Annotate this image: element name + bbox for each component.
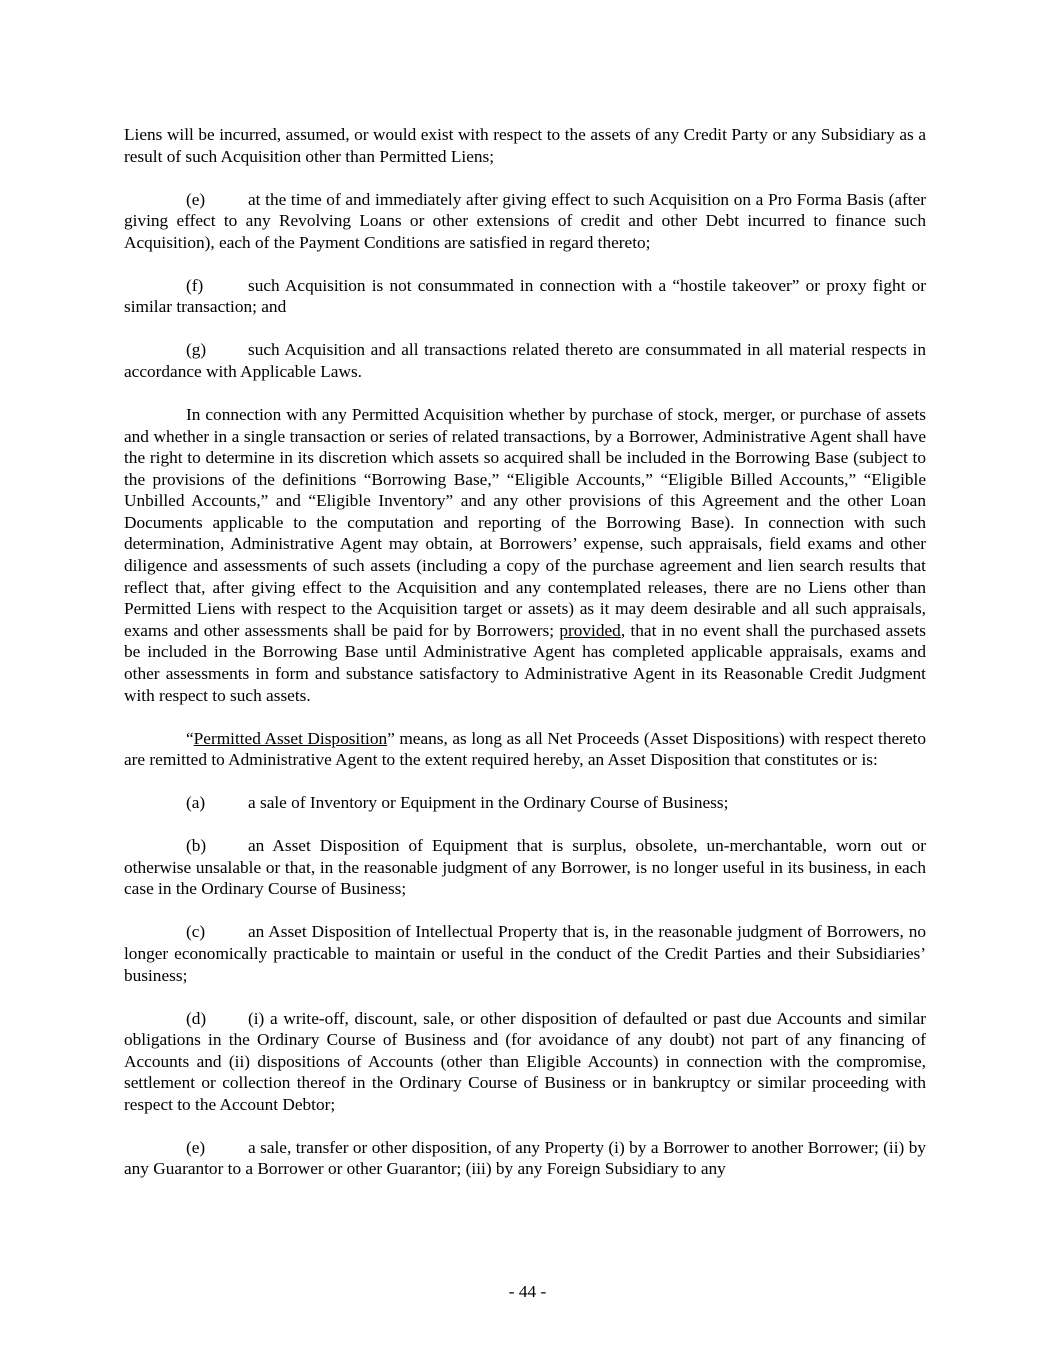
clause-label: (e) (186, 189, 206, 209)
clause-text: a sale of Inventory or Equipment in the Ordinary Course of Business; (248, 793, 729, 813)
paragraph-text: In connection with any Permitted Acquisition whether by purchase of stock, merger, or purchase of assets and whether in a single transaction or series of related transactions, by a Borrower, Administrative Agent shall have the right to determine in its discretion which assets so acquired shall be included in the Borrowing Base (subject to the provisions of the definitions “Borrowing Base,” “Eligible Accounts,” “Eligible Billed Accounts,” “Eligible Unbilled Accounts,” and “Eligible Inventory” and any other provisions of this Agreement and the other Loan Documents applicable to the computation and reporting of the Borrowing Base). In connection with such determination, Administrative Agent may obtain, at Borrowers’ expense, such appraisals, field exams and other diligence and assessments of such assets (including a copy of the purchase agreement and lien search results that reflect that, after giving effect to the Acquisition and any contemplated releases, there are no Liens other than Permitted Liens with respect to the Acquisition target or assets) as it may deem desirable and all such appraisals, exams and other assessments shall be paid for by Borrowers; (124, 404, 926, 640)
clause-e-payment-conditions (124, 189, 926, 254)
permitted-asset-disposition-definition (124, 728, 926, 771)
clause-g-applicable-laws (124, 339, 926, 382)
clause-label: (d) (186, 1008, 207, 1028)
continuation-paragraph: Liens will be incurred, assumed, or would exist with respect to the assets of any Credit Party or any Subsidiary as a result of such Acquisition other than Permitted Liens; (124, 125, 926, 166)
provided-term: provided (559, 620, 621, 640)
clause-text: such Acquisition and all transactions related thereto are consummated in all material respects in accordance with Applicable Laws. (124, 340, 926, 381)
clause-text: such Acquisition is not consummated in connection with a “hostile takeover” or proxy fight or similar transaction; and (124, 275, 926, 317)
clause-label: (g) (186, 340, 207, 360)
clause-c-intellectual-property (124, 921, 926, 986)
clause-d-accounts (124, 1008, 926, 1116)
defined-term: Permitted Asset Disposition (193, 728, 388, 748)
clause-label: (c) (186, 922, 206, 942)
document-page (124, 124, 926, 1180)
clause-b-equipment (124, 835, 926, 900)
clause-f-hostile-takeover (124, 275, 926, 318)
paragraph-text: , that in no event shall the purchased assets be included in the Borrowing Base until Administrative Agent has completed applicable appraisals, exams and other assessments in form and substance satisfactory to Administrative Agent in its Reasonable Credit Judgment with respect to such assets. (124, 620, 926, 705)
clause-text: (i) a write-off, discount, sale, or other disposition of defaulted or past due Accounts and similar obligations in the Ordinary Course of Business and (for avoidance of any doubt) not part of any financing of Accounts and (ii) dispositions of Accounts (other than Eligible Accounts) in connection with the compromise, settlement or collection thereof in the Ordinary Course of Business or in bankruptcy or similar proceeding with respect to the Account Debtor; (124, 1008, 926, 1114)
clause-label: (f) (186, 275, 204, 295)
clause-e-property-transfer (124, 1137, 926, 1180)
clause-label: (a) (186, 793, 206, 813)
page-number: - 44 - (508, 1282, 547, 1301)
clause-text: an Asset Disposition of Equipment that is surplus, obsolete, un-merchantable, worn out or otherwise unsalable or that, in the reasonable judgment of any Borrower, is no longer useful in its business, in each case in the Ordinary Course of Business; (124, 836, 926, 899)
permitted-acquisition-paragraph (124, 404, 926, 706)
open-quote: “ (186, 728, 194, 748)
clause-text: an Asset Disposition of Intellectual Property that is, in the reasonable judgment of Borrowers, no longer economically practicable to maintain or useful in the conduct of the Credit Parties and their Subsidiaries’ business; (124, 922, 926, 985)
clause-text: a sale, transfer or other disposition, of any Property (i) by a Borrower to another Borrower; (ii) by any Guarantor to a Borrower or other Guarantor; (iii) by any Foreign Subsidiary to any (124, 1137, 926, 1179)
clause-a-inventory-sale (124, 792, 926, 814)
clause-label: (b) (186, 836, 207, 856)
clause-label: (e) (186, 1137, 206, 1157)
clause-text: at the time of and immediately after giving effect to such Acquisition on a Pro Forma Basis (after giving effect to any Revolving Loans or other extensions of credit and other Debt incurred to finance such Acquisition), each of the Payment Conditions are satisfied in regard thereto; (124, 189, 926, 252)
definition-text: ” means, as long as all Net Proceeds (Asset Dispositions) with respect thereto are remitted to Administrative Agent to the extent required hereby, an Asset Disposition that constitutes or is: (124, 728, 926, 770)
